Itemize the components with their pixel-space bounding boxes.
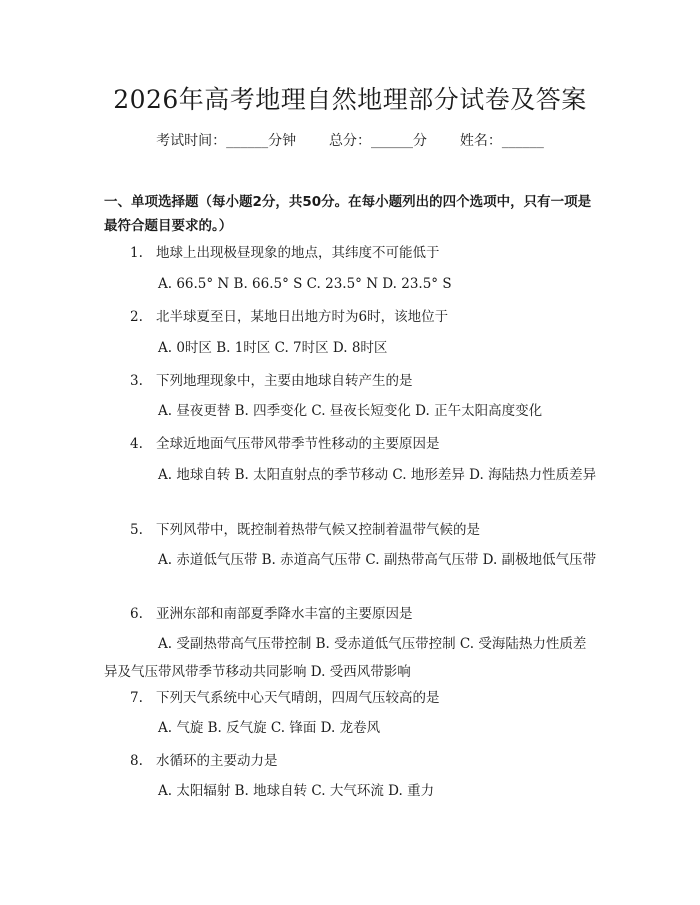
question-5	[104, 518, 598, 542]
question-2-options: A. 0时区 B. 1时区 C. 7时区 D. 8时区	[158, 340, 388, 356]
question-2	[104, 305, 598, 329]
score-unit: 分	[413, 133, 427, 149]
question-number: 3.	[130, 373, 143, 389]
question-6	[104, 602, 598, 626]
question-8	[104, 749, 598, 773]
page-title: 2026年高考地理自然地理部分试卷及答案	[113, 85, 587, 114]
question-number: 7.	[130, 690, 143, 706]
name-label: 姓名：	[459, 133, 502, 149]
question-text: 下列天气系统中心天气晴朗，四周气压较高的是	[156, 690, 440, 706]
question-number: 5.	[130, 522, 143, 538]
question-text: 亚洲东部和南部夏季降水丰富的主要原因是	[156, 606, 413, 622]
question-text: 全球近地面气压带风带季节性移动的主要原因是	[156, 436, 440, 452]
question-number: 1.	[130, 245, 143, 261]
exam-info-line	[0, 131, 700, 151]
question-7	[104, 686, 598, 710]
name-blank: ______	[501, 133, 544, 149]
question-3	[104, 369, 598, 393]
question-text: 水循环的主要动力是	[156, 753, 278, 769]
question-4	[104, 432, 598, 456]
time-label: 考试时间：	[156, 133, 227, 149]
question-number: 4.	[130, 436, 143, 452]
score-label: 总分：	[329, 133, 371, 149]
question-text: 下列地理现象中，主要由地球自转产生的是	[156, 373, 413, 389]
question-text: 地球上出现极昼现象的地点，其纬度不可能低于	[156, 245, 440, 261]
question-6-options: A. 受副热带高气压带控制 B. 受赤道低气压带控制 C. 受海陆热力性质差异及气压带风带季节移动共同影响 D. 受西风带影响	[104, 636, 587, 680]
time-blank: ______	[226, 133, 269, 149]
time-unit: 分钟	[268, 133, 297, 149]
question-number: 2.	[130, 309, 143, 325]
question-1	[104, 241, 598, 265]
score-blank: ______	[371, 133, 413, 149]
question-7-options: A. 气旋 B. 反气旋 C. 锋面 D. 龙卷风	[158, 720, 381, 736]
question-8-options: A. 太阳辐射 B. 地球自转 C. 大气环流 D. 重力	[158, 783, 435, 799]
question-number: 6.	[130, 606, 143, 622]
question-text: 北半球夏至日，某地日出地方时为6时，该地位于	[156, 309, 449, 325]
question-1-options: A. 66.5° N B. 66.5° S C. 23.5° N D. 23.5° S	[158, 276, 452, 292]
section-heading: 一、单项选择题（每小题2分，共50分。在每小题列出的四个选项中，只有一项是最符合题目要求的。）	[104, 194, 592, 234]
question-3-options: A. 昼夜更替 B. 四季变化 C. 昼夜长短变化 D. 正午太阳高度变化	[158, 403, 543, 419]
question-number: 8.	[130, 753, 143, 769]
question-4-options: A. 地球自转 B. 太阳直射点的季节移动 C. 地形差异 D. 海陆热力性质差异	[158, 467, 597, 483]
question-5-options: A. 赤道低气压带 B. 赤道高气压带 C. 副热带高气压带 D. 副极地低气压带	[158, 552, 597, 568]
question-text: 下列风带中，既控制着热带气候又控制着温带气候的是	[156, 522, 480, 538]
